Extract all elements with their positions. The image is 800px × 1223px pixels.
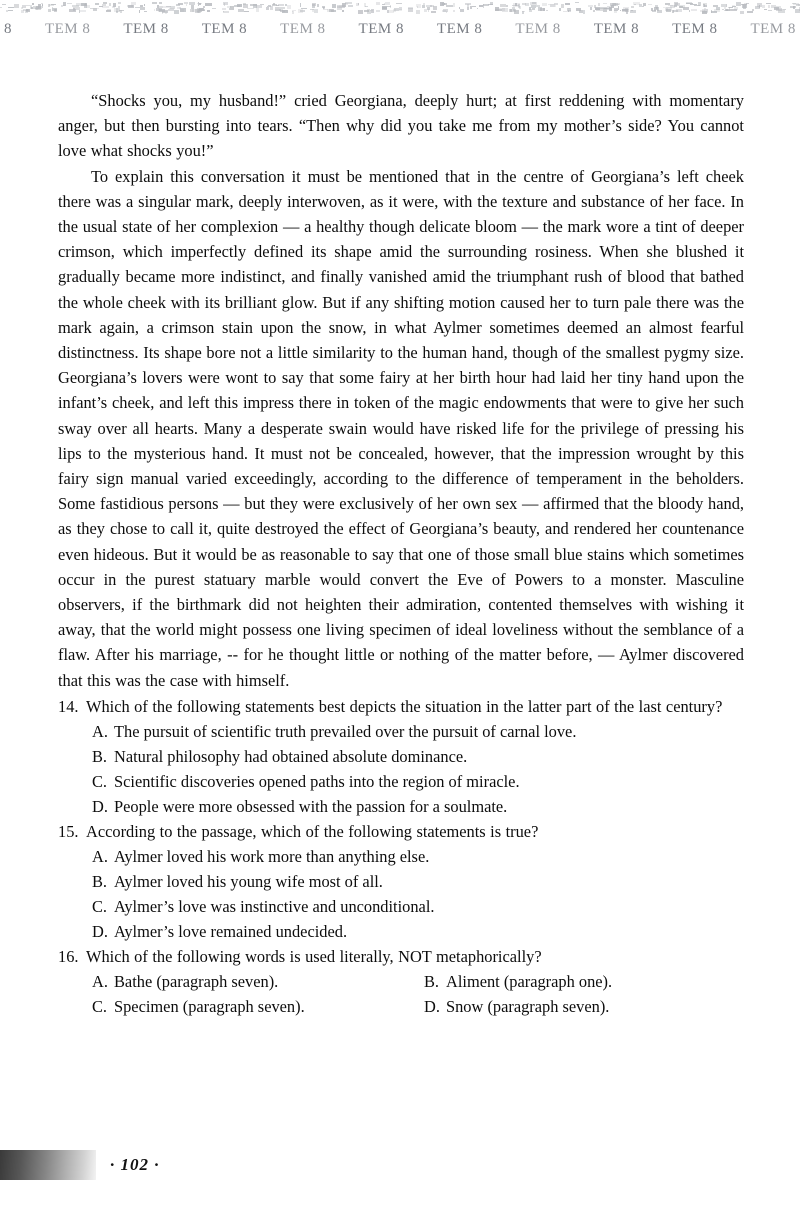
option-text: Aylmer’s love was instinctive and unconditional. <box>114 896 435 916</box>
answer-option[interactable] <box>401 969 744 994</box>
option-letter: D. <box>92 796 108 816</box>
running-header-item: TEM 8 <box>358 20 404 37</box>
question-text: Which of the following statements best depicts the situation in the latter part of the last century? <box>86 696 723 716</box>
option-letter: B. <box>92 746 108 766</box>
option-letter: A. <box>92 971 108 991</box>
answer-option[interactable] <box>58 769 744 794</box>
option-text: Aylmer loved his work more than anything else. <box>114 846 430 866</box>
option-letter: C. <box>92 896 108 916</box>
answer-option[interactable] <box>58 994 401 1019</box>
option-text: Specimen (paragraph seven). <box>114 996 305 1016</box>
question-stem <box>58 694 744 719</box>
running-header-item: TEM 8 <box>436 20 483 37</box>
option-letter: C. <box>92 771 108 791</box>
option-text: Bathe (paragraph seven). <box>114 971 279 991</box>
page-footer <box>0 1148 260 1182</box>
question-block <box>58 944 744 1019</box>
answer-option[interactable] <box>58 794 744 819</box>
option-text: Aylmer loved his young wife most of all. <box>114 871 383 891</box>
option-letter: D. <box>92 921 108 941</box>
running-header-item: TEM 8 <box>123 20 169 37</box>
answer-option[interactable] <box>58 969 401 994</box>
option-letter: B. <box>92 871 108 891</box>
question-number: 16. <box>58 946 79 966</box>
option-letter: C. <box>92 996 108 1016</box>
question-number: 14. <box>58 696 79 716</box>
answer-option[interactable] <box>401 994 744 1019</box>
question-stem <box>58 944 744 969</box>
question-number: 15. <box>58 821 79 841</box>
answer-option[interactable] <box>58 844 744 869</box>
running-header-item: TEM 8 <box>201 20 248 37</box>
answer-option[interactable] <box>58 919 744 944</box>
running-header-item: TEM 8 <box>593 20 640 37</box>
page-number: · 102 · <box>110 1155 160 1174</box>
answer-option[interactable] <box>58 744 744 769</box>
answer-option[interactable] <box>58 894 744 919</box>
option-text: Aylmer’s love remained undecided. <box>114 921 348 941</box>
option-letter: A. <box>92 846 108 866</box>
running-header-item: TEM 8 <box>750 20 796 37</box>
option-list <box>58 719 744 819</box>
running-header-item: TEM 8 <box>44 20 91 37</box>
passage-paragraph: To explain this conversation it must be mentioned that in the centre of Georgiana’s left cheek there was a singular mark, deeply interwoven, as it were, with the texture and substance of her face. In the usual state of her complexion — a healthy though delicate bloom — the mark wore a tint of deeper crimson, which imperfectly defined its shape amid the surrounding rosiness. When she blushed it gradually became more indistinct, and finally vanished amid the triumphant rush of blood that bathed the whole cheek with its brilliant glow. But if any shifting motion caused her to turn pale there was the mark again, a crimson stain upon the snow, in what Aylmer sometimes deemed an almost fearful distinctness. Its shape bore not a little similarity to the human hand, though of the smallest pygmy size. Georgiana’s lovers were wont to say that some fairy at her birth hour had laid her tiny hand upon the infant’s cheek, and left this impress there in token of the magic endowments that were to give her such sway over all hearts. Many a desperate swain would have risked life for the privilege of pressing his lips to the mysterious hand. It must not be concealed, however, that the impression wrought by this fairy sign manual varied exceedingly, according to the difference of temperament in the beholders. Some fastidious persons — but they were exclusively of her own sex — affirmed that the bloody hand, as they chose to call it, quite destroyed the effect of Georgiana’s beauty, and rendered her countenance even hideous. But it would be as reasonable to say that one of those small blue stains which sometimes occur in the purest statuary marble would convert the Eve of Powers to a monster. Masculine observers, if the birthmark did not heighten their admiration, contented themselves with wishing it away, that the world might possess one living specimen of ideal loveliness without the semblance of a flaw. After his marriage, -- for he thought little or nothing of the matter before, — Aylmer discovered that this was the case with himself. <box>58 166 744 690</box>
option-text: Aliment (paragraph one). <box>446 971 613 991</box>
question-list <box>58 694 744 1019</box>
page-content <box>58 88 744 1019</box>
option-text: The pursuit of scientific truth prevailed over the pursuit of carnal love. <box>114 721 577 741</box>
question-text: Which of the following words is used literally, NOT metaphorically? <box>86 946 542 966</box>
passage-paragraph: “Shocks you, my husband!” cried Georgiana, deeply hurt; at first reddening with momentary anger, but then bursting into tears. “Then why did you take me from my mother’s side? You cannot love what shocks you!” <box>58 91 744 161</box>
scan-noise-band <box>0 0 800 14</box>
question-block <box>58 819 744 944</box>
running-header-item: TEM 8 <box>280 20 326 37</box>
running-header-item: 8 <box>4 20 12 37</box>
running-header-item: TEM 8 <box>515 20 561 37</box>
option-list <box>58 844 744 944</box>
option-letter: B. <box>424 971 440 991</box>
passage-text <box>58 88 744 693</box>
option-text: People were more obsessed with the passion for a soulmate. <box>114 796 508 816</box>
option-list <box>58 969 744 1019</box>
running-header-item: TEM 8 <box>672 20 718 37</box>
running-header <box>0 16 800 42</box>
question-stem <box>58 819 744 844</box>
footer-decoration-bar <box>0 1150 96 1180</box>
question-block <box>58 694 744 819</box>
option-text: Snow (paragraph seven). <box>446 996 610 1016</box>
option-letter: D. <box>424 996 440 1016</box>
answer-option[interactable] <box>58 869 744 894</box>
option-text: Natural philosophy had obtained absolute dominance. <box>114 746 468 766</box>
answer-option[interactable] <box>58 719 744 744</box>
option-text: Scientific discoveries opened paths into the region of miracle. <box>114 771 520 791</box>
option-letter: A. <box>92 721 108 741</box>
question-text: According to the passage, which of the following statements is true? <box>86 821 539 841</box>
